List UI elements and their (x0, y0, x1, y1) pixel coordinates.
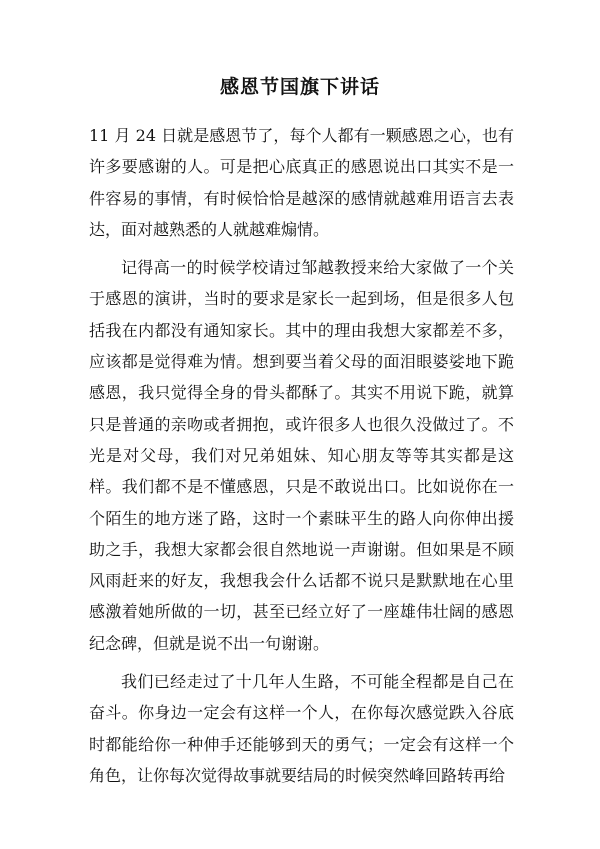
paragraph-1: 11 月 24 日就是感恩节了，每个人都有一颗感恩之心，也有许多要感谢的人。可是把心底真正的感恩说出口其实不是一件容易的事情，有时候恰恰是越深的感情就越难用语言去表达，面对越熟悉的人就越难煽情。 (89, 126, 514, 239)
page-title: 感恩节国旗下讲话 (219, 76, 380, 98)
document-body (89, 120, 514, 798)
paragraph-3: 我们已经走过了十几年人生路，不可能全程都是自己在奋斗。你身边一定会有这样一个人，在你每次感觉跌入谷底时都能给你一种伸手还能够到天的勇气；一定会有这样一个角色，让你每次觉得故事就要结局的时候突然峰回路转再给 (89, 672, 514, 785)
paragraph-2: 记得高一的时候学校请过邹越教授来给大家做了一个关于感恩的演讲，当时的要求是家长一起到场，但是很多人包括我在内都没有通知家长。其中的理由我想大家都差不多，应该都是觉得难为情。想到要当着父母的面泪眼婆娑地下跪感恩，我只觉得全身的骨头都酥了。其实不用说下跪，就算只是普通的亲吻或者拥抱，或许很多人也很久没做过了。不光是对父母，我们对兄弟姐妹、知心朋友等等其实都是这样。我们都不是不懂感恩，只是不敢说出口。比如说你在一个陌生的地方迷了路，这时一个素昧平生的路人向你伸出援助之手，我想大家都会很自然地说一声谢谢。但如果是不顾风雨赶来的好友，我想我会什么话都不说只是默默地在心里感激着她所做的一切，甚至已经立好了一座雄伟壮阔的感恩纪念碑，但就是说不出一句谢谢。 (89, 258, 514, 653)
